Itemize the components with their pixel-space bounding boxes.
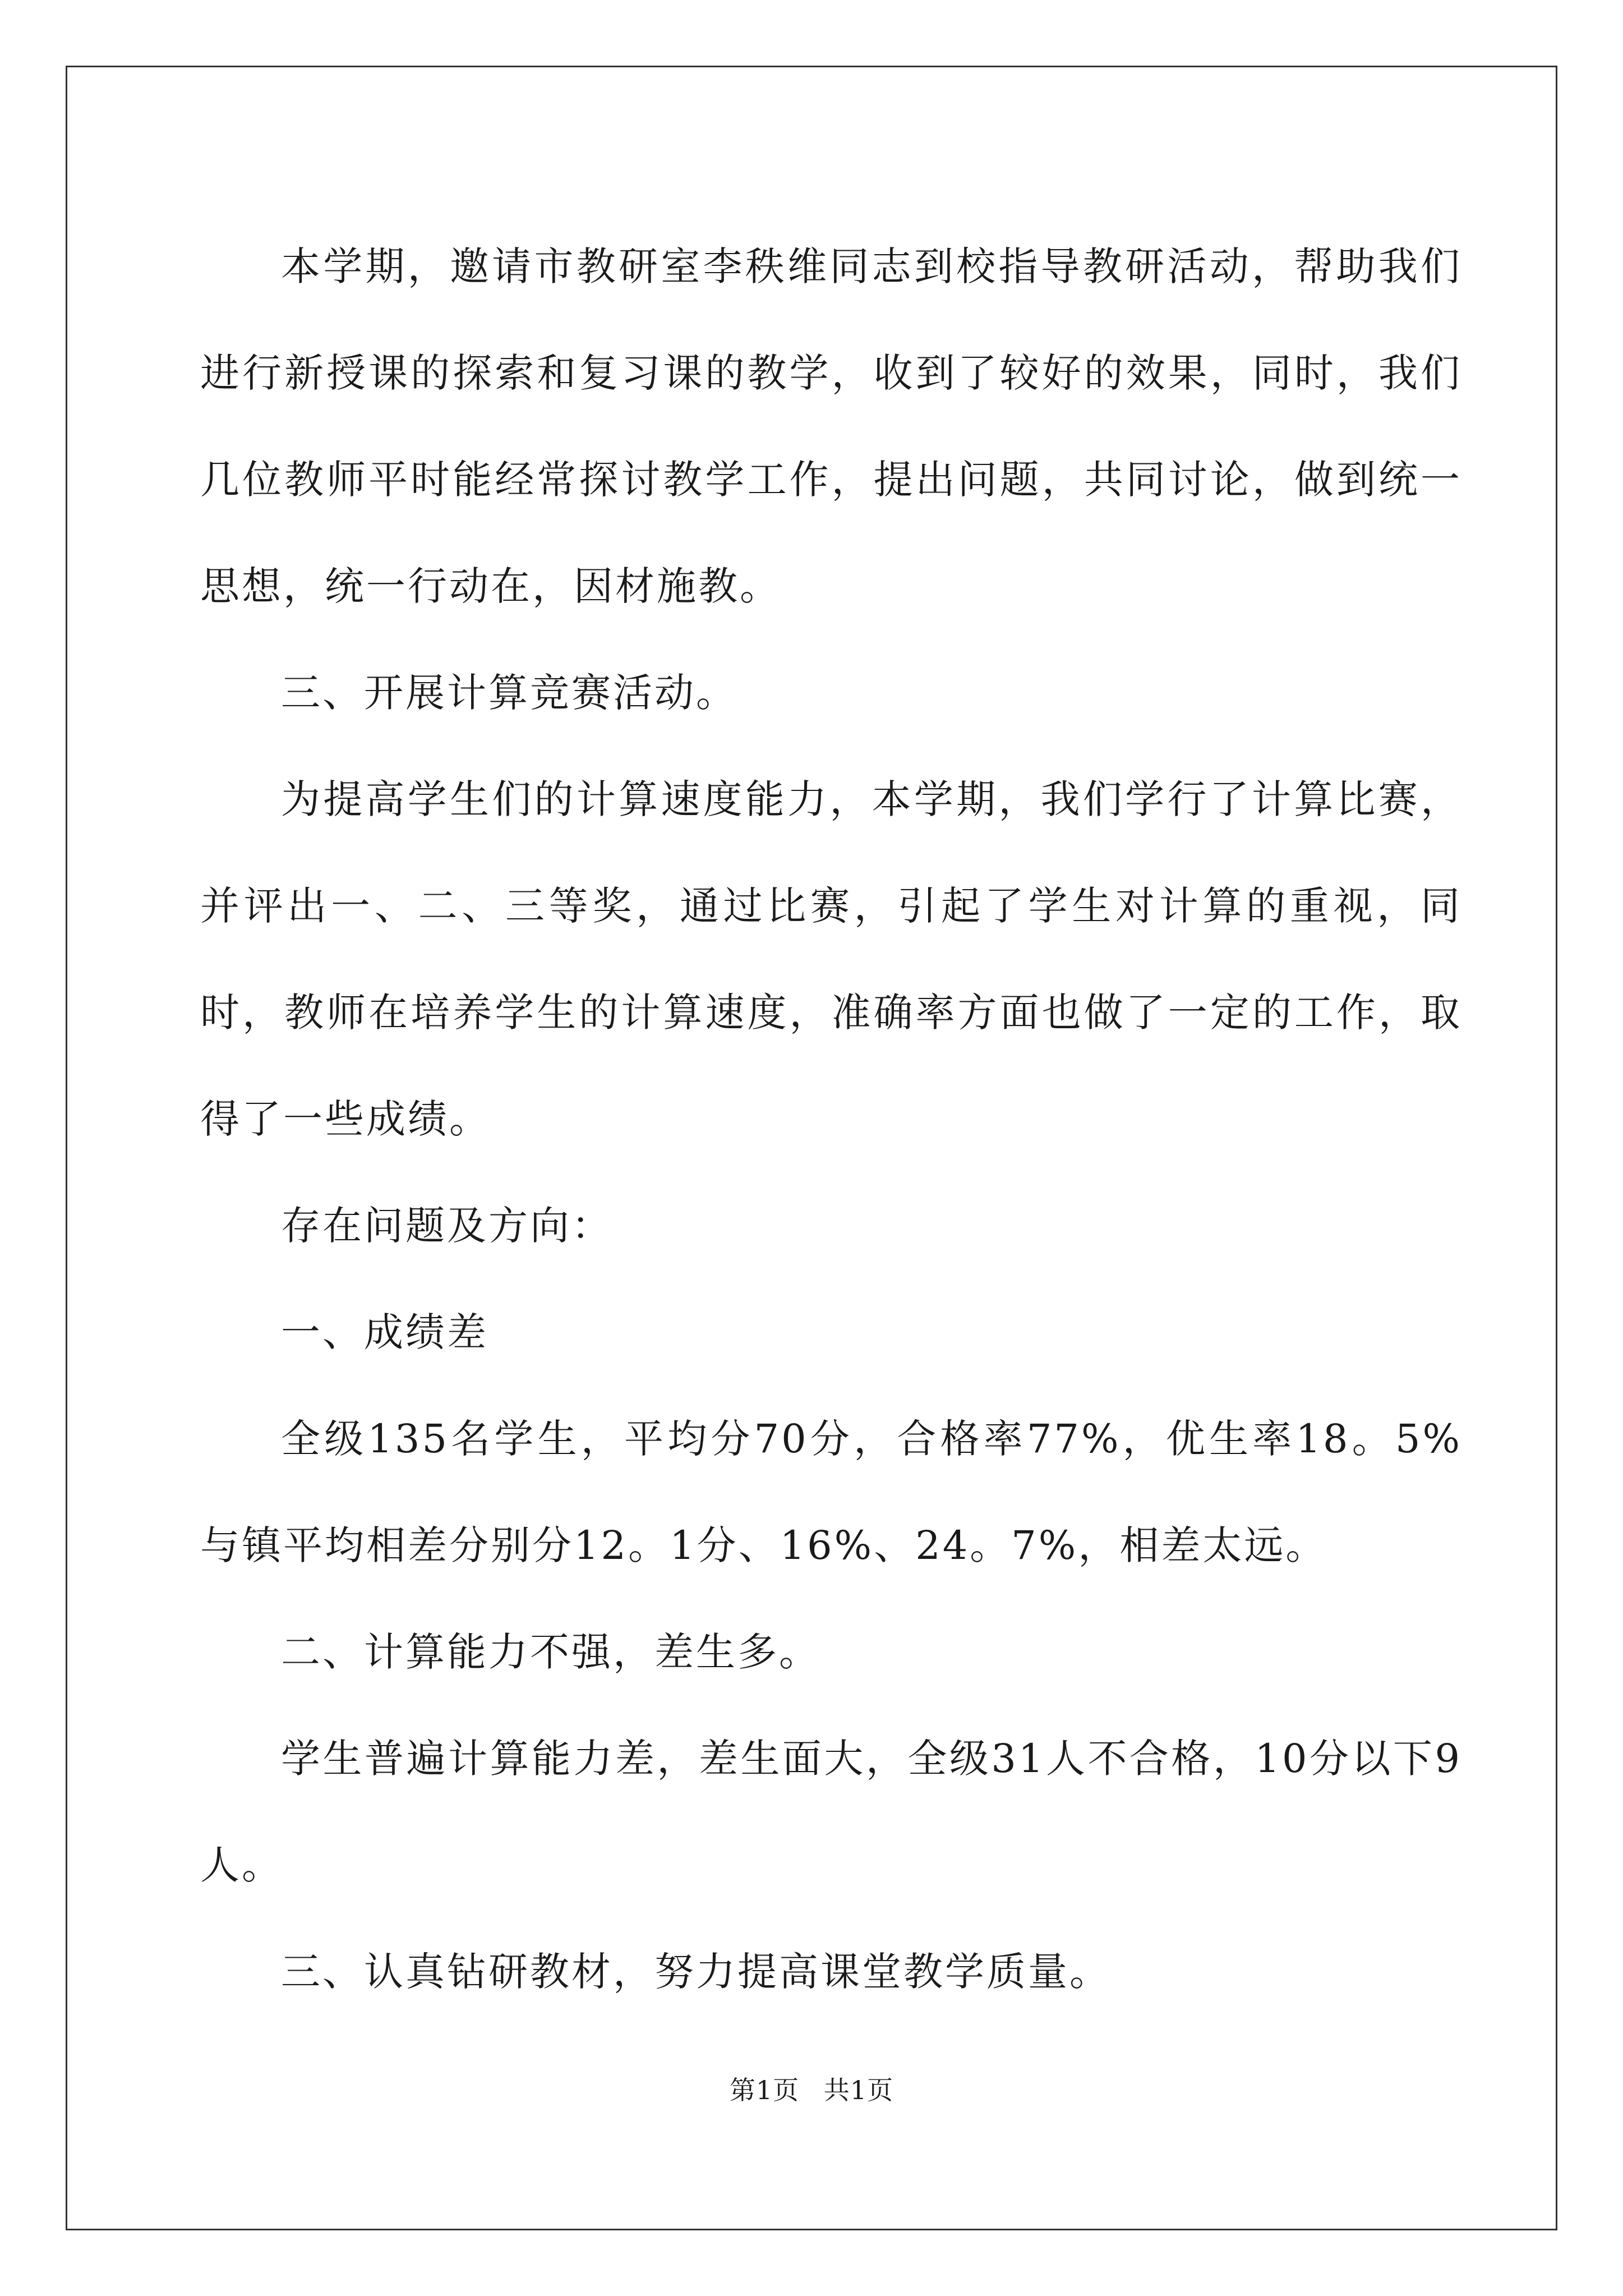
section-heading: 三、开展计算竞赛活动。 <box>281 670 737 716</box>
section-heading: 二、计算能力不强，差生多。 <box>281 1629 820 1675</box>
section-heading: 一、成绩差 <box>281 1309 488 1355</box>
page-total: 共1页 <box>823 2075 894 2105</box>
section-heading: 存在问题及方向： <box>281 1203 613 1249</box>
paragraph: 为提高学生们的计算速度能力，本学期，我们学行了计算比赛，并评出一、二、三等奖，通过比赛，引起了学生对计算的重视，同时，教师在培养学生的计算速度，准确率方面也做了一定的工作，取得了一些成绩。 <box>200 776 1462 1142</box>
document-body <box>200 213 1462 2025</box>
section-heading: 三、认真钻研教材，努力提高课堂教学质量。 <box>281 1949 1111 1995</box>
paragraph: 全级135名学生，平均分70分，合格率77%，优生率18。5%与镇平均相差分别分12。1分、16%、24。7%，相差太远。 <box>200 1416 1462 1568</box>
paragraph: 本学期，邀请市教研室李秩维同志到校指导教研活动，帮助我们进行新授课的探索和复习课的教学，收到了较好的效果，同时，我们几位教师平时能经常探讨教学工作，提出问题，共同讨论，做到统一思想，统一行动在，因材施教。 <box>200 243 1462 609</box>
page-number: 第1页 <box>729 2075 800 2105</box>
paragraph: 学生普遍计算能力差，差生面大，全级31人不合格，10分以下9人。 <box>200 1736 1462 1888</box>
page-footer <box>0 2070 1623 2107</box>
